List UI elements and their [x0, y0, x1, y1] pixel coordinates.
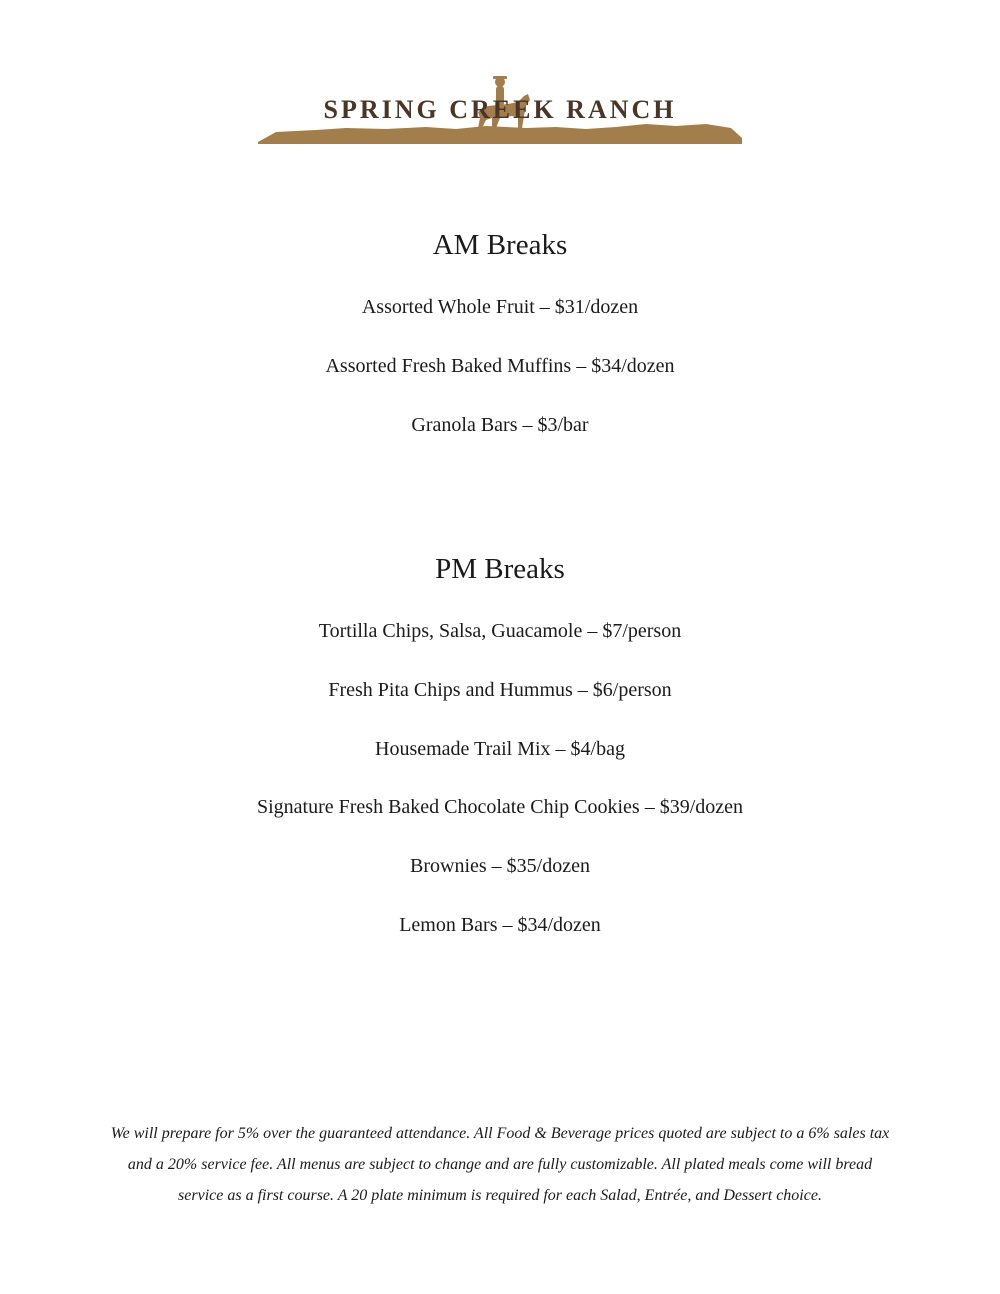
landscape-silhouette-icon: [258, 124, 742, 144]
menu-item: Brownies – $35/dozen: [410, 855, 590, 877]
logo-text: SPRING CREEK RANCH: [323, 95, 677, 124]
menu-item: Signature Fresh Baked Chocolate Chip Cookies – $39/dozen: [256, 796, 744, 818]
menu-item: Assorted Whole Fruit – $31/dozen: [361, 296, 639, 318]
menu-item: Lemon Bars – $34/dozen: [399, 914, 601, 936]
menu-item: Housemade Trail Mix – $4/bag: [375, 738, 625, 760]
am-breaks-title: AM Breaks: [432, 229, 568, 261]
menu-item: Fresh Pita Chips and Hummus – $6/person: [328, 679, 672, 701]
pm-breaks-title: PM Breaks: [435, 553, 565, 585]
spring-creek-ranch-logo: [256, 72, 744, 150]
menu-item: Tortilla Chips, Salsa, Guacamole – $7/person: [318, 620, 682, 642]
footer-note: We will prepare for 5% over the guaranteed attendance. All Food & Beverage prices quoted are subject to a 6% sales tax and a 20% service fee. All menus are subject to change and are fully customizable. All plated meals come will bread service as a first course. A 20 plate minimum is required for each Salad, Entrée, and Dessert choice.: [110, 1125, 890, 1204]
menu-item: Assorted Fresh Baked Muffins – $34/dozen: [325, 355, 675, 377]
menu-item: Granola Bars – $3/bar: [411, 414, 589, 436]
